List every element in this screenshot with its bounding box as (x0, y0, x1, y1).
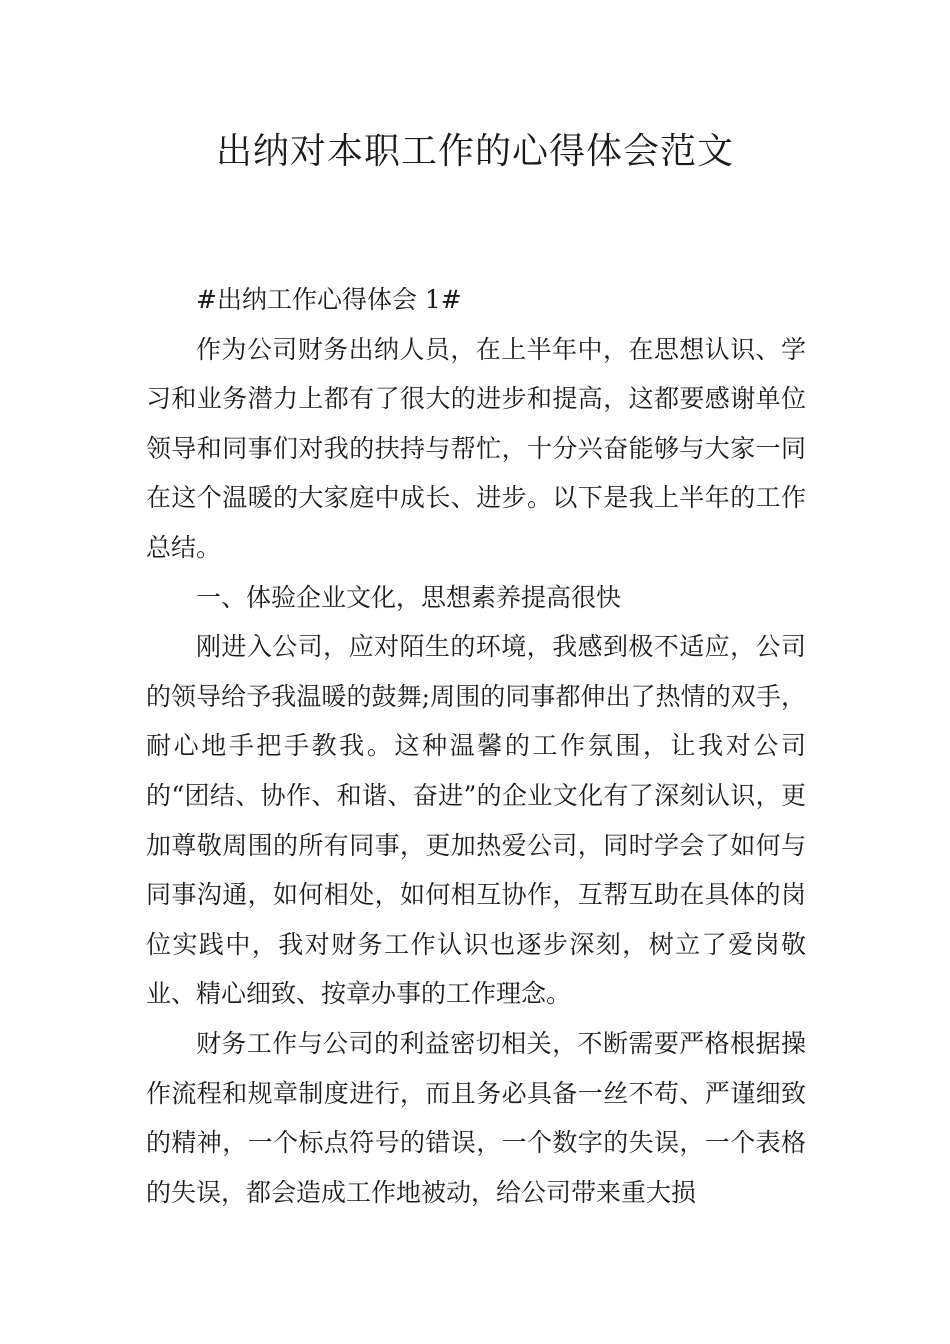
section-heading-1: 一、体验企业文化，思想素养提高很快 (196, 582, 622, 612)
document-body (146, 275, 806, 1217)
paragraph-intro: 作为公司财务出纳人员，在上半年中，在思想认识、学习和业务潜力上都有了很大的进步和提高，这都要感谢单位领导和同事们对我的扶持与帮忙，十分兴奋能够与大家一同在这个温暖的大家庭中成长、进步。以下是我上半年的工作总结。 (146, 334, 806, 562)
document-title: 出纳对本职工作的心得体会范文 (215, 131, 734, 172)
paragraph-culture: 刚进入公司，应对陌生的环境，我感到极不适应，公司的领导给予我温暖的鼓舞;周围的同事都伸出了热情的双手，耐心地手把手教我。这种温馨的工作氛围，让我对公司的“团结、协作、和谐、奋进”的企业文化有了深刻认识，更加尊敬周围的所有同事，更加热爱公司，同时学会了如何与同事沟通，如何相处，如何相互协作，互帮互助在具体的岗位实践中，我对财务工作认识也逐步深刻，树立了爱岗敬业、精心细致、按章办事的工作理念。 (146, 632, 806, 1009)
paragraph-finance: 财务工作与公司的利益密切相关，不断需要严格根据操作流程和规章制度进行，而且务必具备一丝不苟、严谨细致的精神，一个标点符号的错误，一个数字的失误，一个表格的失误，都会造成工作地被动，给公司带来重大损 (146, 1028, 806, 1207)
section-marker: #出纳工作心得体会 1# (196, 285, 462, 314)
